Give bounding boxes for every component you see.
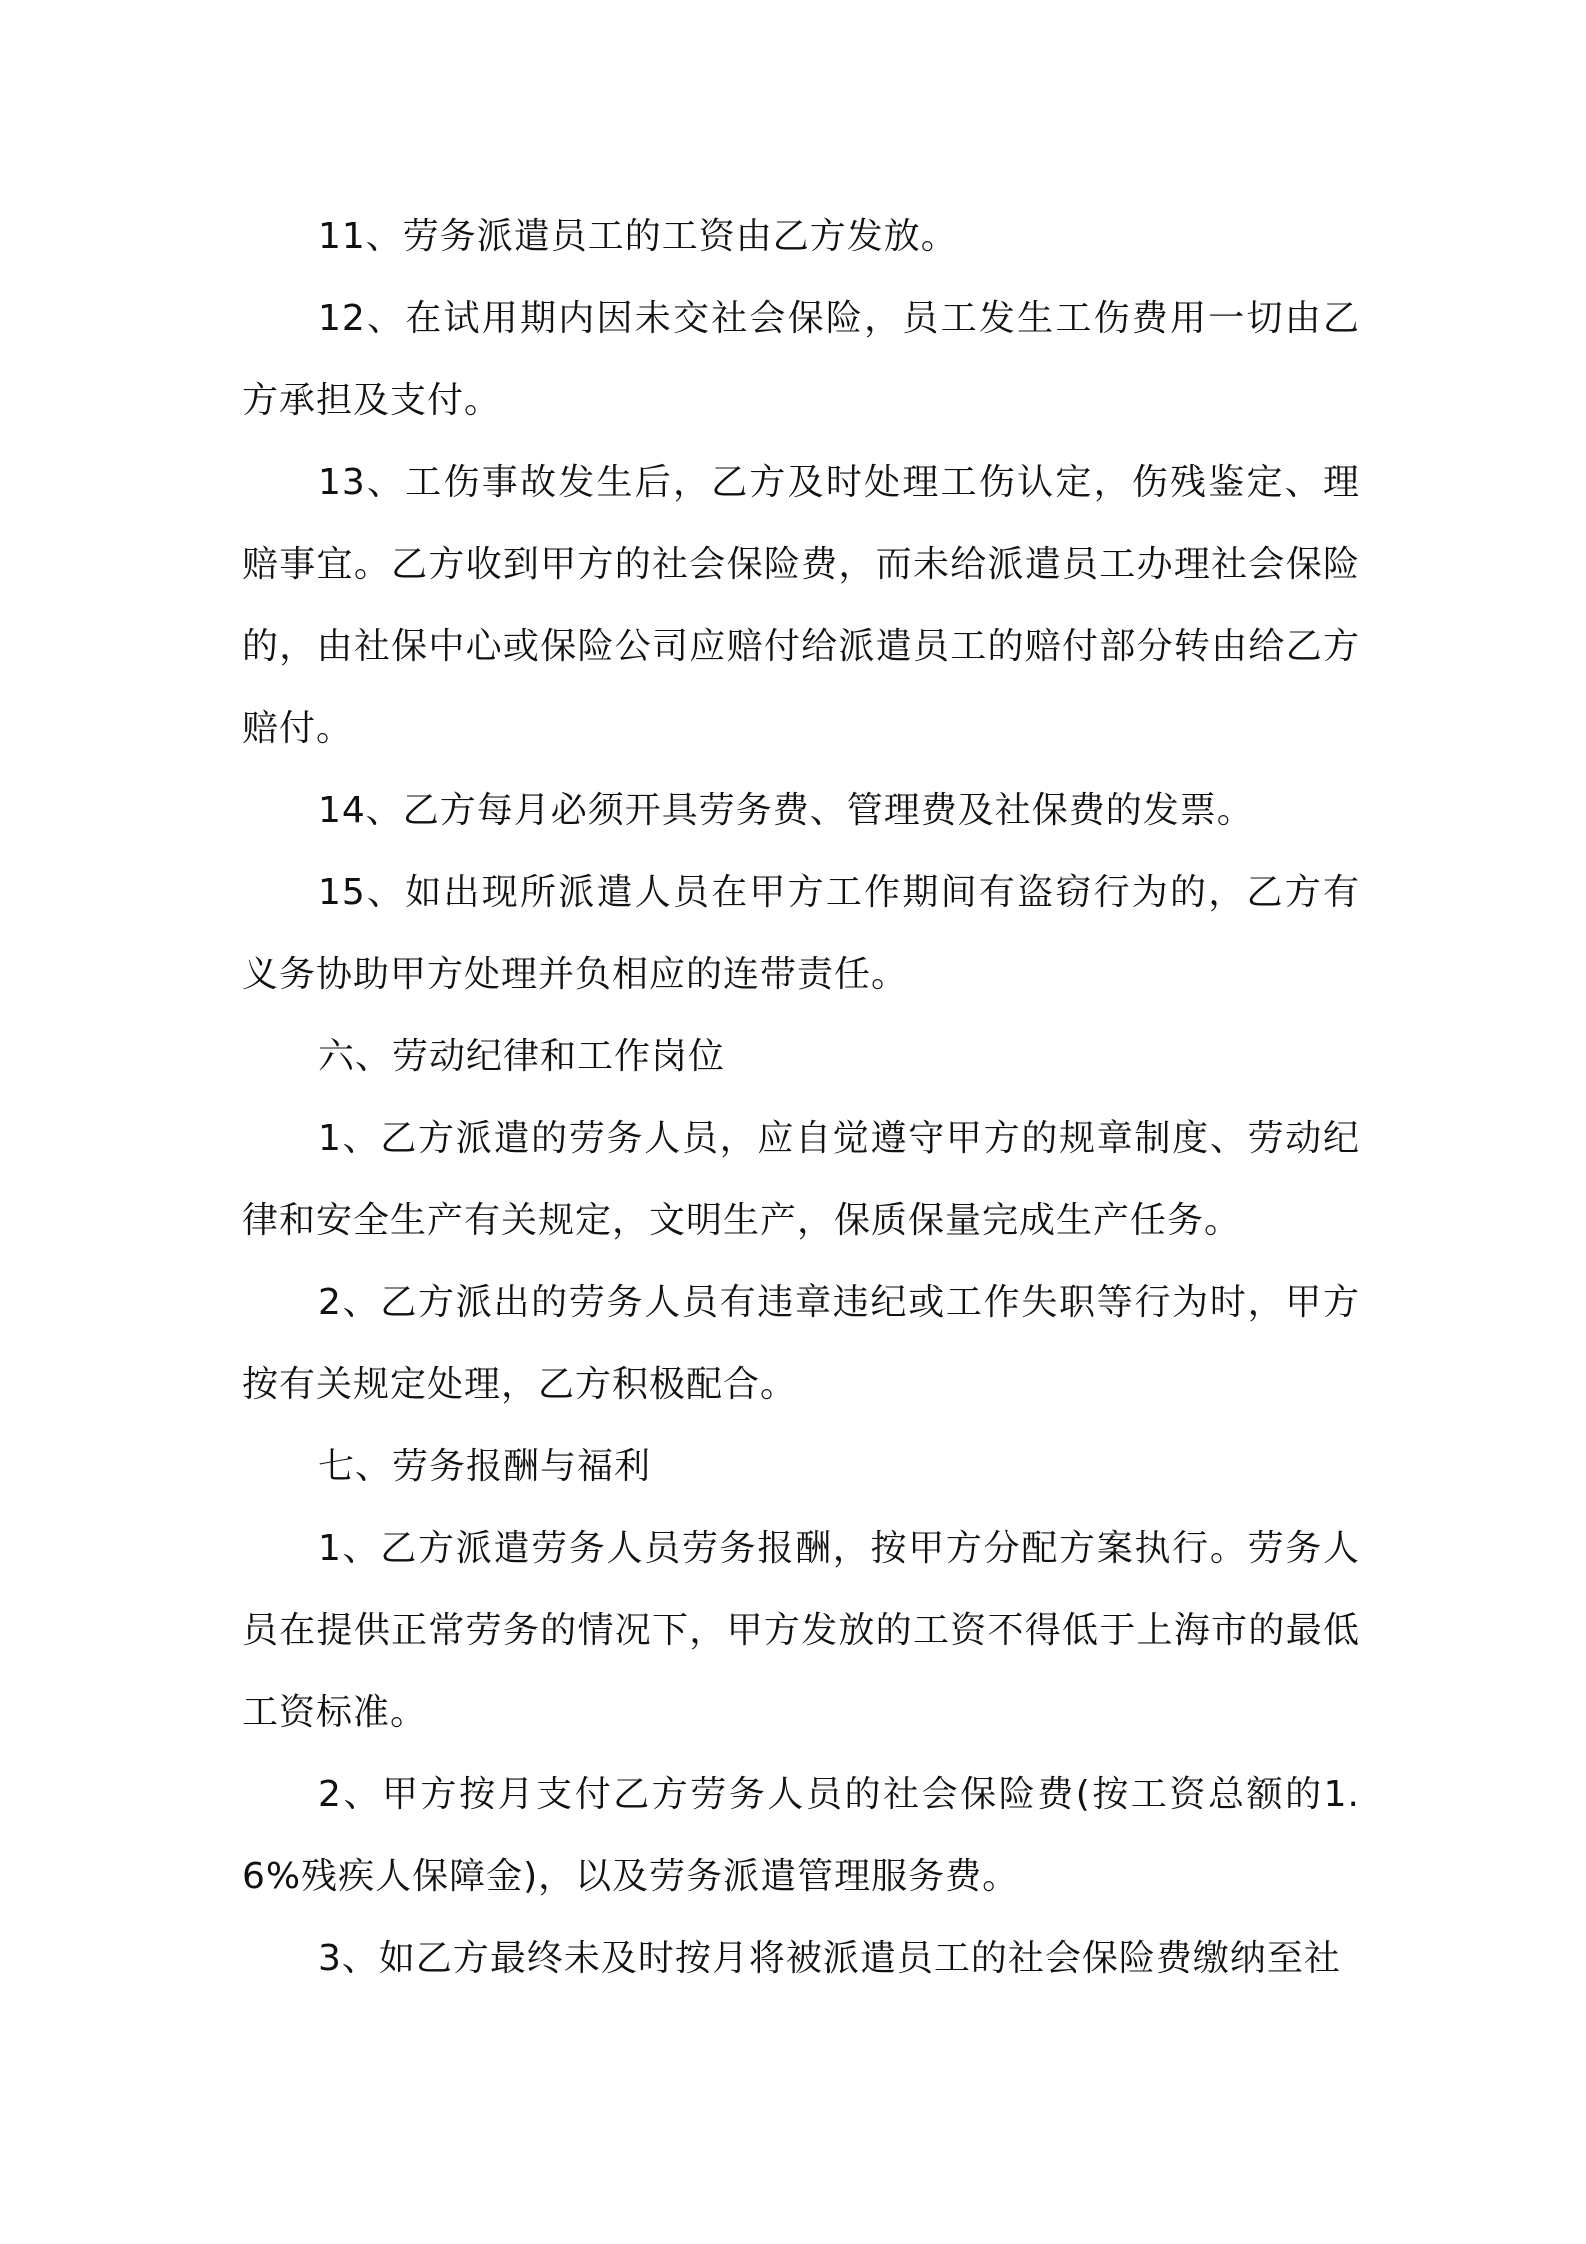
paragraph-clause-12: 12、在试用期内因未交社会保险，员工发生工伤费用一切由乙方承担及支付。 (242, 298, 1360, 421)
paragraph-clause-11: 11、劳务派遣员工的工资由乙方发放。 (318, 216, 958, 257)
section-heading-remuneration: 七、劳务报酬与福利 (318, 1446, 652, 1487)
paragraph-remuneration-2: 2、甲方按月支付乙方劳务人员的社会保险费(按工资总额的1.6%残疾人保障金)，以及劳务派遣管理服务费。 (242, 1774, 1360, 1897)
paragraph-remuneration-1: 1、乙方派遣劳务人员劳务报酬，按甲方分配方案执行。劳务人员在提供正常劳务的情况下，甲方发放的工资不得低于上海市的最低工资标准。 (242, 1528, 1360, 1733)
paragraph-clause-13: 13、工伤事故发生后，乙方及时处理工伤认定，伤残鉴定、理赔事宜。乙方收到甲方的社会保险费，而未给派遣员工办理社会保险的，由社保中心或保险公司应赔付给派遣员工的赔付部分转由给乙方赔付。 (242, 462, 1360, 749)
section-heading-labor-discipline: 六、劳动纪律和工作岗位 (318, 1036, 726, 1077)
document-body (242, 196, 1360, 2000)
paragraph-remuneration-3: 3、如乙方最终未及时按月将被派遣员工的社会保险费缴纳至社 (318, 1938, 1341, 1979)
paragraph-discipline-1: 1、乙方派遣的劳务人员，应自觉遵守甲方的规章制度、劳动纪律和安全生产有关规定，文明生产，保质保量完成生产任务。 (242, 1118, 1360, 1241)
paragraph-discipline-2: 2、乙方派出的劳务人员有违章违纪或工作失职等行为时，甲方按有关规定处理，乙方积极配合。 (242, 1282, 1360, 1405)
paragraph-clause-15: 15、如出现所派遣人员在甲方工作期间有盗窃行为的，乙方有义务协助甲方处理并负相应的连带责任。 (242, 872, 1360, 995)
paragraph-clause-14: 14、乙方每月必须开具劳务费、管理费及社保费的发票。 (318, 790, 1254, 831)
